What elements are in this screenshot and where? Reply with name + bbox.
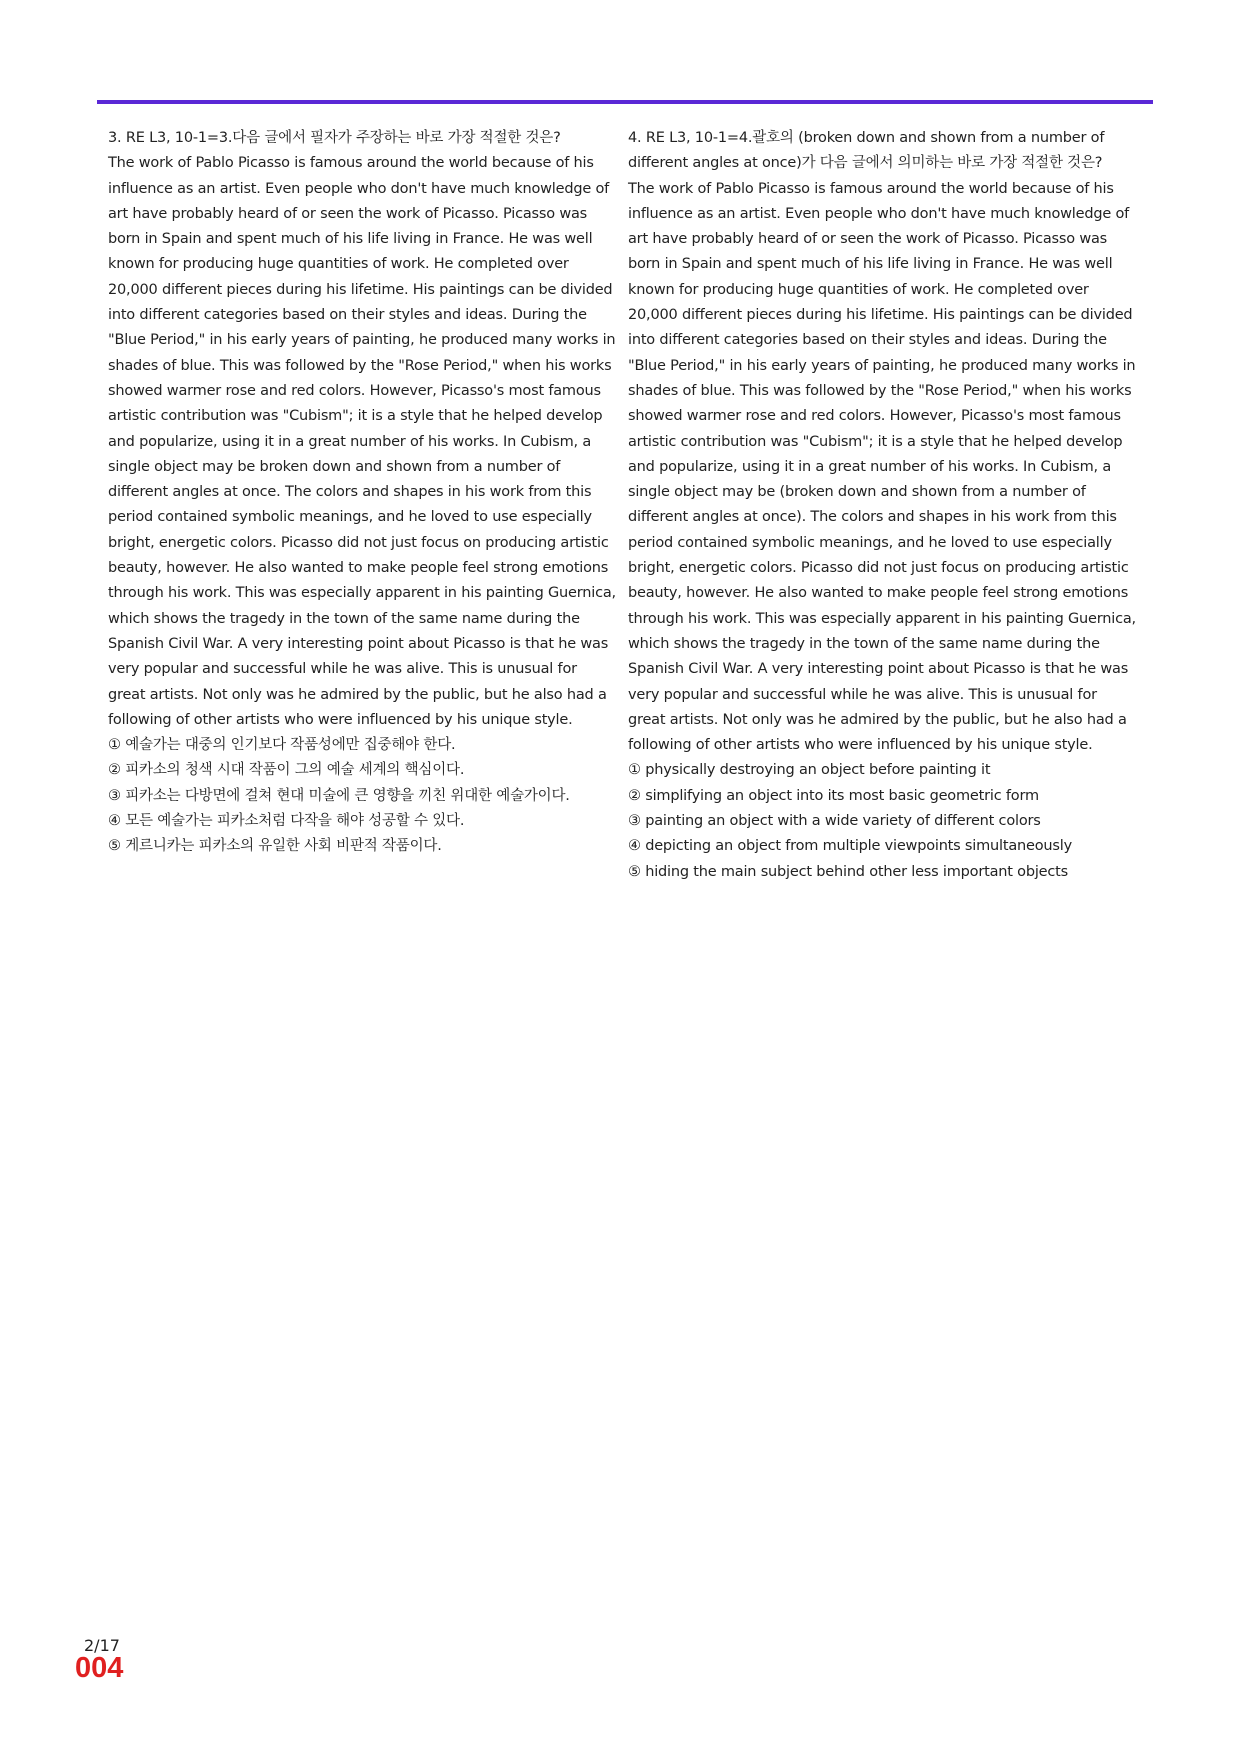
option-4[interactable]: ④ 모든 예술가는 피카소처럼 다작을 해야 성공할 수 있다. <box>108 813 465 830</box>
question-passage: The work of Pablo Picasso is famous around the world because of his influence as an artist. Even people who don't have much knowledge of art have probably heard of or seen the work of Picasso. Picasso was born in Spain and spent much of his life living in France. He was well known for producing huge quantities of work. He completed over 20,000 different pieces during his lifetime. His paintings can be divided into different categories based on their styles and ideas. During the "Blue Period," in his early years of painting, he produced many works in shades of blue. This was followed by the "Rose Period," when his works showed warmer rose and red colors. However, Picasso's most famous artistic contribution was "Cubism"; it is a style that he helped develop and popularize, using it in a great number of his works. In Cubism, a single object may be broken down and shown from a number of different angles at once. The colors and shapes in his work from this period contained symbolic meanings, and he loved to use especially bright, energetic colors. Picasso did not just focus on producing artistic beauty, however. He also wanted to make people feel strong emotions through his work. This was especially apparent in his painting Guernica, which shows the tragedy in the town of the same name during the Spanish Civil War. A very interesting point about Picasso is that he was very popular and successful while he was alive. This is unusual for great artists. Not only was he admired by the public, but he also had a following of other artists who were influenced by his unique style. <box>108 155 616 728</box>
question-header: 3. RE L3, 10-1=3.다음 글에서 필자가 주장하는 바로 가장 적절한 것은? <box>108 130 561 146</box>
option-5[interactable]: ⑤ 게르니카는 피카소의 유일한 사회 비판적 작품이다. <box>108 838 442 855</box>
option-4[interactable]: ④ depicting an object from multiple viewpoints simultaneously <box>628 838 1072 855</box>
option-list <box>628 758 1138 884</box>
question-header: 4. RE L3, 10-1=4.괄호의 (broken down and shown from a number of different angles at once)가 다음 글에서 의미하는 바로 가장 적절한 것은? <box>628 130 1105 172</box>
option-5[interactable]: ⑤ hiding the main subject behind other less important objects <box>628 863 1069 880</box>
question-passage: The work of Pablo Picasso is famous around the world because of his influence as an artist. Even people who don't have much knowledge of art have probably heard of or seen the work of Picasso. Picasso was born in Spain and spent much of his life living in France. He was well known for producing huge quantities of work. He completed over 20,000 different pieces during his lifetime. His paintings can be divided into different categories based on their styles and ideas. During the "Blue Period," in his early years of painting, he produced many works in shades of blue. This was followed by the "Rose Period," when his works showed warmer rose and red colors. However, Picasso's most famous artistic contribution was "Cubism"; it is a style that he helped develop and popularize, using it in a great number of his works. In Cubism, a single object may be (broken down and shown from a number of different angles at once). The colors and shapes in his work from this period contained symbolic meanings, and he loved to use especially bright, energetic colors. Picasso did not just focus on producing artistic beauty, however. He also wanted to make people feel strong emotions through his work. This was especially apparent in his painting Guernica, which shows the tragedy in the town of the same name during the Spanish Civil War. A very interesting point about Picasso is that he was very popular and successful while he was alive. This is unusual for great artists. Not only was he admired by the public, but he also had a following of other artists who were influenced by his unique style. <box>628 180 1136 754</box>
option-3[interactable]: ③ painting an object with a wide variety of different colors <box>628 813 1041 830</box>
option-3[interactable]: ③ 피카소는 다방면에 걸쳐 현대 미술에 큰 영향을 끼친 위대한 예술가이다. <box>108 787 570 804</box>
option-list <box>108 733 618 859</box>
question-3 <box>108 126 618 860</box>
option-2[interactable]: ② simplifying an object into its most basic geometric form <box>628 787 1039 804</box>
option-2[interactable]: ② 피카소의 청색 시대 작품이 그의 예술 세계의 핵심이다. <box>108 762 465 779</box>
page-number: 2/17 <box>84 1636 120 1655</box>
header-rule <box>97 100 1153 104</box>
option-1[interactable]: ① physically destroying an object before painting it <box>628 762 991 779</box>
question-4 <box>628 126 1138 885</box>
page-code: 004 <box>75 1652 124 1684</box>
option-1[interactable]: ① 예술가는 대중의 인기보다 작품성에만 집중해야 한다. <box>108 737 456 754</box>
